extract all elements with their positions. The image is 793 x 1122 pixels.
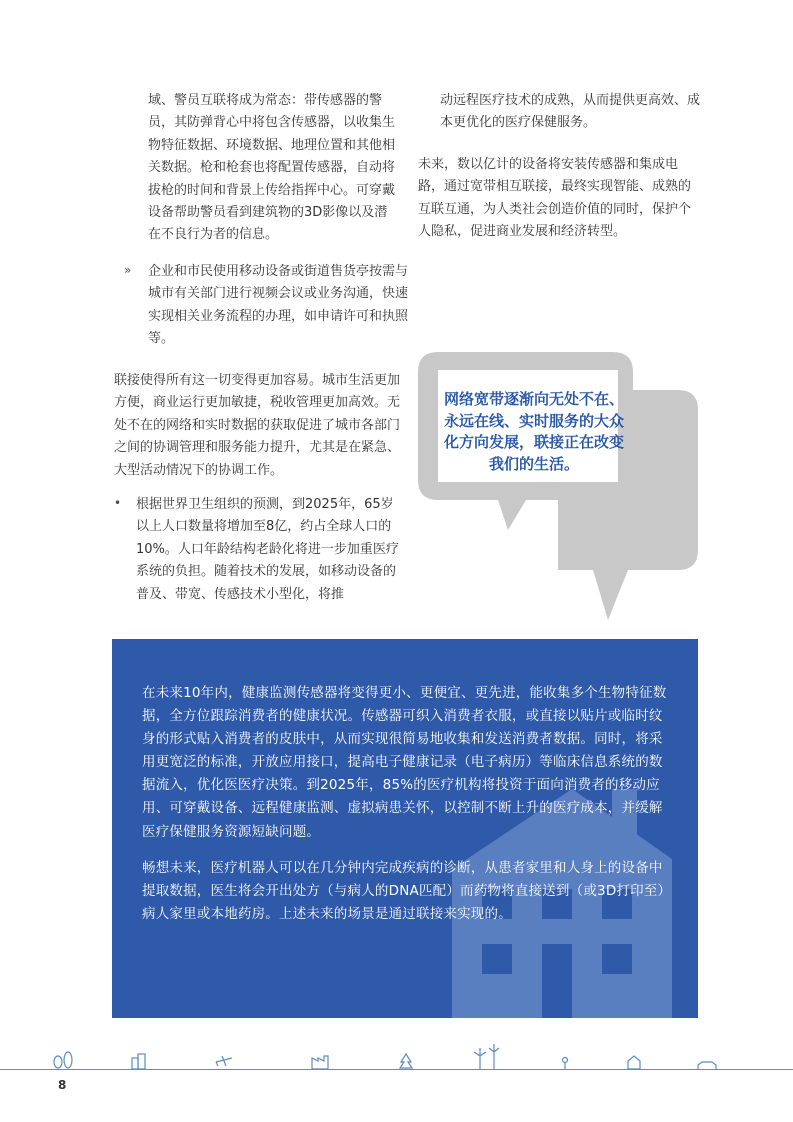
left-continued-text: 域、警员互联将成为常态：带传感器的警员，其防弹背心中将包含传感器，以收集生物特征数据、环境数据、地理位置和其他相关数据。枪和枪套也将配置传感器，自动将拔枪的时间和背景上传给指挥中心。可穿戴设备帮助警员看到建筑物的3D影像以及潜在不良行为者的信息。	[148, 93, 396, 243]
wind-turbines-icon	[474, 1044, 499, 1069]
footer-divider	[0, 1069, 793, 1070]
bullet-mark-1: »	[124, 263, 132, 277]
bullet-mark-2: •	[114, 496, 122, 510]
house-icon	[628, 1056, 640, 1069]
right-paragraph-2: 未来，数以亿计的设备将安装传感器和集成电路，通过宽带相互联接，最终实现智能、成熟的互联互通，为人类社会创造价值的同时，保护个人隐私，促进商业发展和经济转型。	[418, 157, 692, 240]
trees-icon	[54, 1052, 72, 1068]
page-number: 8	[58, 1078, 67, 1092]
right-paragraph-1: 动远程医疗技术的成熟，从而提供更高效、成本更优化的医疗保健服务。	[440, 93, 701, 131]
airplane-icon	[216, 1056, 232, 1066]
small-tree-icon	[563, 1058, 568, 1070]
box-paragraph-2: 畅想未来，医疗机器人可以在几分钟内完成疾病的诊断，从患者家里和人身上的设备中提取数据，医生将会开出处方（与病人的DNA匹配）而药物将直接送到（或3D打印至）病人家里或本地药房。上述未来的场景是通过联接来实现的。	[142, 860, 672, 923]
car-icon	[698, 1062, 716, 1069]
footer-icon-strip	[0, 1040, 793, 1070]
factory-icon	[312, 1056, 328, 1069]
main-paragraph: 联接使得所有这一切变得更加容易。城市生活更加方便，商业运行更加敏捷，税收管理更加高效。无处不在的网络和实时数据的获取促进了城市各部门之间的协调管理和服务能力提升，尤其是在紧急、大型活动情况下的协调工作。	[114, 373, 401, 478]
bullet-item-1: 企业和市民使用移动设备或街道售货亭按需与城市有关部门进行视频会议或业务沟通，快速实现相关业务流程的办理，如申请许可和执照等。	[148, 264, 409, 347]
callout-quote: 网络宽带逐渐向无处不在、永远在线、实时服务的大众化方向发展，联接正在改变我们的生活。	[443, 390, 624, 473]
speech-bubble-icon	[408, 330, 708, 620]
bullet-item-2: 根据世界卫生组织的预测，到2025年，65岁以上人口数量将增加至8亿，约占全球人口的10%。人口年龄结构老龄化将进一步加重医疗系统的负担。随着技术的发展，如移动设备的普及、带宽、传感技术小型化，将推	[136, 497, 399, 602]
pine-tree-icon	[400, 1054, 412, 1068]
city-building-icon	[132, 1054, 145, 1069]
health-highlight-box	[112, 639, 698, 1018]
box-paragraph-1: 在未来10年内，健康监测传感器将变得更小、更便宜、更先进，能收集多个生物特征数据，全方位跟踪消费者的健康状况。传感器可织入消费者衣服，或直接以贴片或临时纹身的形式贴入消费者的皮肤中，从而实现很简易地收集和发送消费者数据。同时，将采用更宽泛的标准，开放应用接口，提高电子健康记录（电子病历）等临床信息系统的数据流入，优化医医疗决策。到2025年，85%的医疗机构将投资于面向消费者的移动应用、可穿戴设备、远程健康监测、虚拟病患关怀，以控制不断上升的医疗成本，并缓解医疗保健服务资源短缺问题。	[142, 685, 667, 840]
